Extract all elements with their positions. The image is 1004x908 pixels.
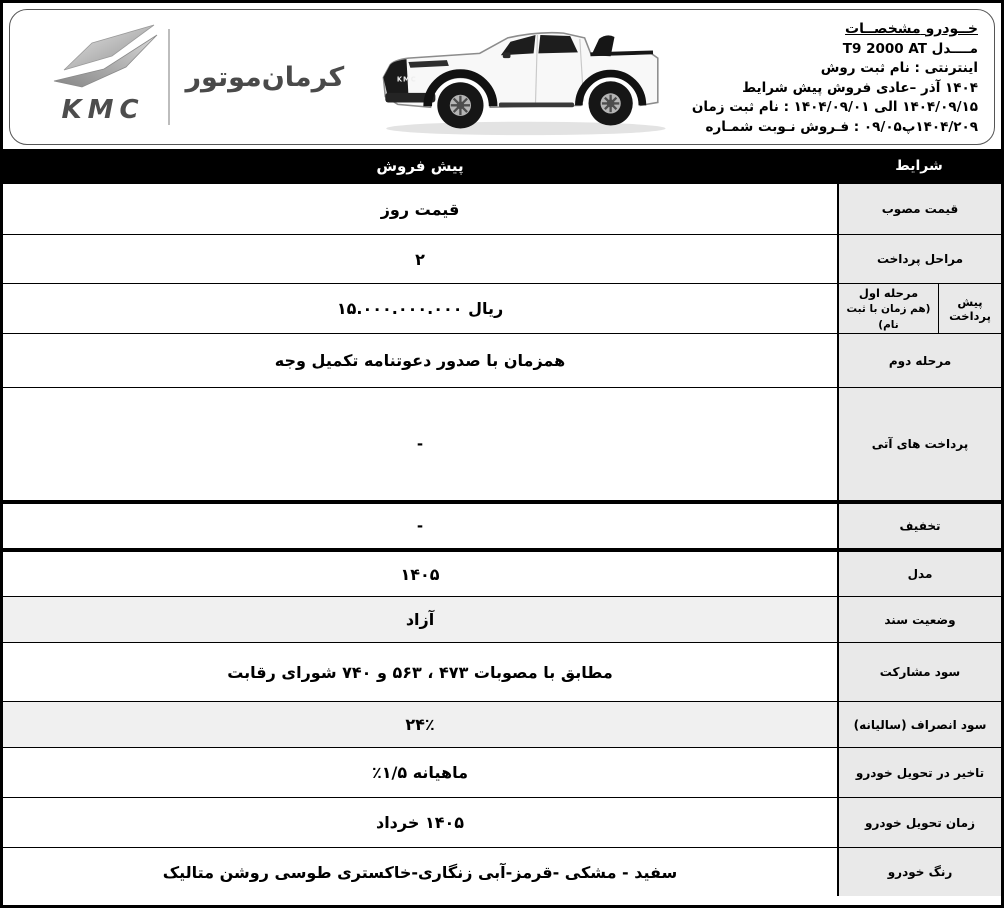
svg-text:KMC: KMC: [61, 95, 145, 125]
first-stage-title: مرحله اول: [858, 285, 919, 300]
spec-sale-turn-number: شمـاره‎ نـوبت‎ فـروش‎ : ۰۹/۰۵‎پ‎۱۴۰۴/۲۰۹: [705, 118, 978, 135]
second-stage-value: همزمان با صدور دعوتنامه تکمیل وجه: [274, 351, 566, 370]
header: [3, 3, 1001, 149]
second-stage-label: مرحله دوم: [837, 334, 1001, 387]
future-payments-value: -: [416, 435, 424, 453]
payment-stages-label: مراحل پرداخت: [837, 235, 1001, 283]
header-divider: [168, 29, 170, 125]
table-row: [3, 387, 1001, 500]
first-stage-amount-value: ۱۵.۰۰۰.۰۰۰.۰۰۰‎ ریال: [336, 299, 504, 318]
kerman-motor-wordmark: کرمان‌موتور: [185, 61, 345, 93]
spec-registration-window: زمان‎ ثبت‎ نام‎ : ۱۴۰۴/۰۹/۰۱ الی‎ ۱۴۰۴/۰۹/۱۵: [691, 99, 978, 115]
header-card: [9, 9, 995, 145]
svg-text:KMC: KMC: [397, 75, 417, 84]
payment-stages-value: ۲: [415, 249, 425, 269]
future-payments-label: پرداخت های آتی: [837, 388, 1001, 500]
table-row: [3, 183, 1001, 234]
vehicle-image: [364, 10, 682, 144]
table-row: [3, 333, 1001, 387]
table-row: [3, 283, 1001, 333]
table-row: [3, 642, 1001, 701]
cancellation-profit-label: سود انصراف (سالیانه): [837, 702, 1001, 747]
pickup-truck-icon: [364, 10, 682, 140]
participation-profit-value: مطابق با مصوبات ۴۷۳ ، ۵۶۳ و ۷۴۰ شورای رقابت: [227, 662, 613, 682]
spec-registration-method: روش‎ ثبت‎ نام‎ : اینترنتی: [820, 60, 978, 76]
delivery-delay-value: ٪۱/۵‎ ماهیانه: [372, 763, 468, 782]
conditions-column-header: شرایط: [895, 158, 943, 174]
presale-column-header: پیش فروش: [376, 157, 464, 175]
document-status-value: آزاد: [3, 597, 837, 642]
model-year-label: مدل: [837, 552, 1001, 596]
kmc-logo: [44, 23, 162, 131]
cancellation-profit-value: ۲۴٪: [3, 702, 837, 747]
kmc-logo-icon: [44, 23, 162, 127]
model-year-value: ۱۴۰۵: [400, 564, 440, 584]
first-stage-label: [837, 284, 938, 333]
first-stage-note: (هم زمان با ثبت نام): [846, 302, 931, 331]
spec-title: مشخصــات‎ خــودرو: [845, 21, 978, 37]
table-row: [3, 234, 1001, 283]
table-row: [3, 797, 1001, 847]
vehicle-color-label: رنگ خودرو: [837, 848, 1001, 896]
discount-value: -: [416, 517, 424, 535]
table-header: [3, 149, 1001, 183]
table-row: [3, 747, 1001, 797]
delivery-delay-label: تاخیر در تحویل خودرو: [837, 748, 1001, 797]
discount-label: تخفیف: [837, 504, 1001, 548]
table-row: [3, 596, 1001, 642]
delivery-time-label: زمان تحویل خودرو: [837, 798, 1001, 847]
table-row: [3, 701, 1001, 747]
table-row: [3, 548, 1001, 596]
spec-sale-terms: شرایط‎ پیش‎ فروش‎ عادی–‎ آذر‎ ۱۴۰۴: [742, 79, 978, 96]
approved-price-label: قیمت مصوب: [837, 184, 1001, 234]
vehicle-spec-text: [682, 20, 994, 137]
prepayment-label: پیش پرداخت: [938, 284, 1001, 333]
participation-profit-label: سود مشارکت: [837, 643, 1001, 701]
table-row: [3, 847, 1001, 896]
vehicle-color-value: سفید - مشکی -قرمز-آبی زنگاری-خاکستری طوسی روشن متالیک: [162, 862, 678, 882]
delivery-time-value: خرداد‎ ۱۴۰۵: [375, 813, 465, 832]
document-status-label: وضعیت سند: [837, 597, 1001, 642]
table-row: [3, 500, 1001, 548]
prepayment-label-group: [837, 284, 1001, 333]
spec-model: مــــدل T9 2000 AT: [842, 40, 978, 57]
approved-price-value: قیمت روز: [380, 199, 460, 219]
